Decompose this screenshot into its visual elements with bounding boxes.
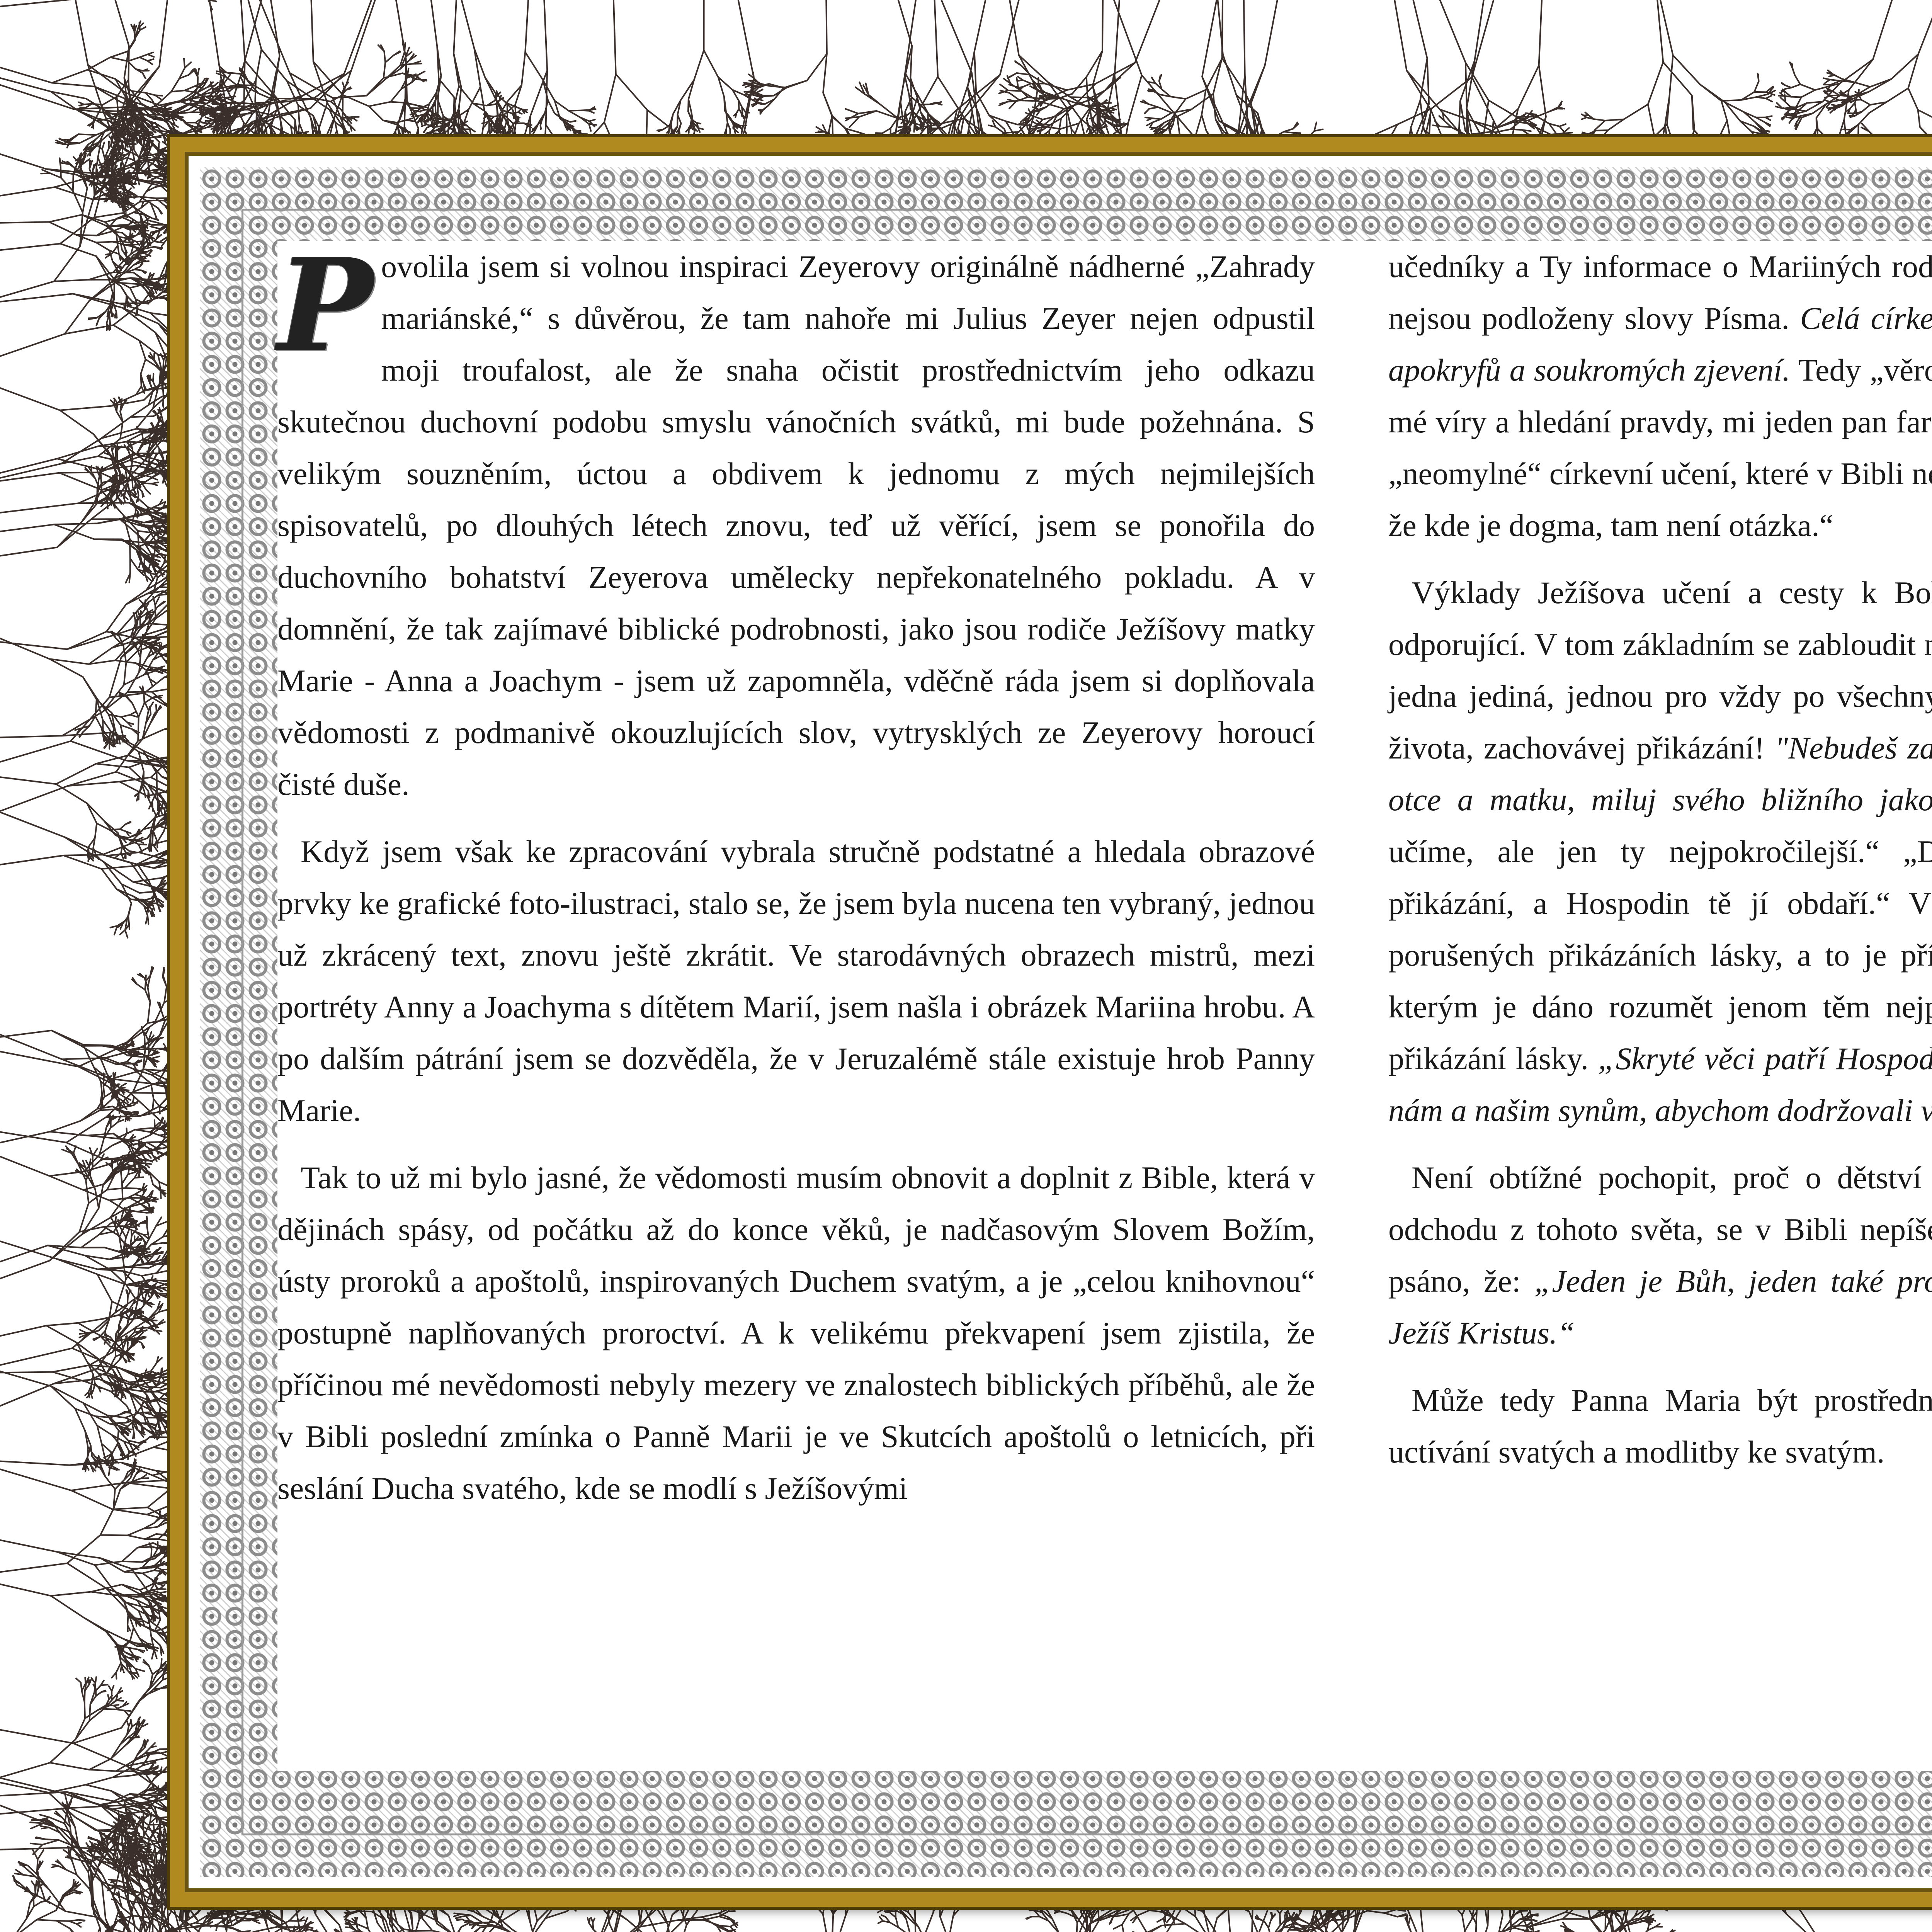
paragraph-3: Tak to už mi bylo jasné, že vědomosti musím obnovit a doplnit z Bible, která v dějinách spásy, od počátku až do konce věků, je nadčasovým Slovem Božím, ústy proroků a apoštolů, inspirovaných Duchem svatým, a je „celou knihovnou“ postupně naplňovaných proroctví. A k velikému překvapení jsem zjistila, že příčinou mé nevědomosti nebyly mezery ve znalostech biblických příběhů, ale že v Bibli poslední zmínka o Panně Marii je ve Skutcích apoštolů o letnicích, při seslání Ducha svatého, kde se modlí s Ježíšovými — [277, 1152, 1315, 1514]
paragraph-4-text-a: učedníky a Ty informace o Mariiných rod nejsou podloženy slovy Písma. — [1388, 249, 1932, 336]
paragraph-5-italic-1: "Nebudeš z otce a matku, miluj svého bližního jako — [1388, 730, 1932, 817]
paragraph-7: Může tedy Panna Maria být prostředn uctívání svatých a modlitby ke svatým. — [1388, 1374, 1932, 1478]
paragraph-4-text-b: Tedy „věr mé víry a hledání pravdy, mi jeden pan far „neomylné“ církevní učení, které v Bibli n že kde je dogma, tam není otázka.“ — [1388, 352, 1932, 543]
paragraph-5-italic-2: „Skryté věci patří Hospo nám a našim synům, abychom dodržovali — [1388, 1041, 1932, 1128]
paragraph-6-italic: „Jeden je Bůh, jeden také pr Ježíš Kristus.“ — [1388, 1264, 1932, 1350]
paragraph-6-text: Není obtížné pochopit, proč o dětství odchodu z tohoto světa, se v Bibli nepíš psáno, že: — [1388, 1160, 1932, 1299]
paragraph-2: Když jsem však ke zpracování vybrala stručně podstatné a hledala obrazové prvky ke grafické foto-ilustraci, stalo se, že jsem byla nucena ten vybraný, jednou už zkrácený text, znovu ještě zkrátit. Ve starodávných obrazech mistrů, mezi portréty Anny a Joachyma s dítětem Marií, jsem našla i obrázek Mariina hrobu. A po dalším pátrání jsem se dozvěděla, že v Jeruzalémě stále existuje hrob Panny Marie. — [277, 826, 1315, 1136]
paragraph-4-italic: Celá círk apokryfů a soukromých zjevení. — [1388, 301, 1932, 388]
paragraph-1-text: ovolila jsem si volnou inspiraci Zeyerovy originálně nádherné „Zahrady mariánské,“ s důvěrou, že tam nahoře mi Julius Zeyer nejen odpustil moji troufalost, ale že snaha očistit prostřednictvím jeho odkazu skutečnou duchovní podobu smyslu vánočních svátků, mi bude požehnána. S velikým souzněním, úctou a obdivem k jednomu z mých nejmilejších spisovatelů, po dlouhých létech znovu, teď už věřící, jsem se ponořila do duchovního bohatství Zeyerova umělecky nepřekonatelného pokladu. A v domnění, že tak zajímavé biblické podrobnosti, jako jsou rodiče Ježíšovy matky Marie - Anna a Joachym - jsem už zapomněla, vděčně ráda jsem si doplňovala vědomosti z podmanivě okouzlujících slov, vytrysklých ze Zeyerovy horoucí čisté duše. — [277, 249, 1315, 802]
paragraph-5-text-b: učíme, ale jen ty nejpokročilejší.“ „D přikázání, a Hospodin tě jí obdaří.“ V porušených přikázáních lásky, a to je pří kterým je dáno rozumět jenom těm nej přikázání lásky. — [1388, 782, 1932, 1076]
dropcap-letter: P — [277, 249, 373, 377]
paragraph-5-text-a: Výklady Ježíšova učení a cesty k Bo odporující. V tom základním se zabloudit jedna jediná, jednou pro vždy po všechny života, zachovávej přikázání! — [1388, 575, 1932, 765]
